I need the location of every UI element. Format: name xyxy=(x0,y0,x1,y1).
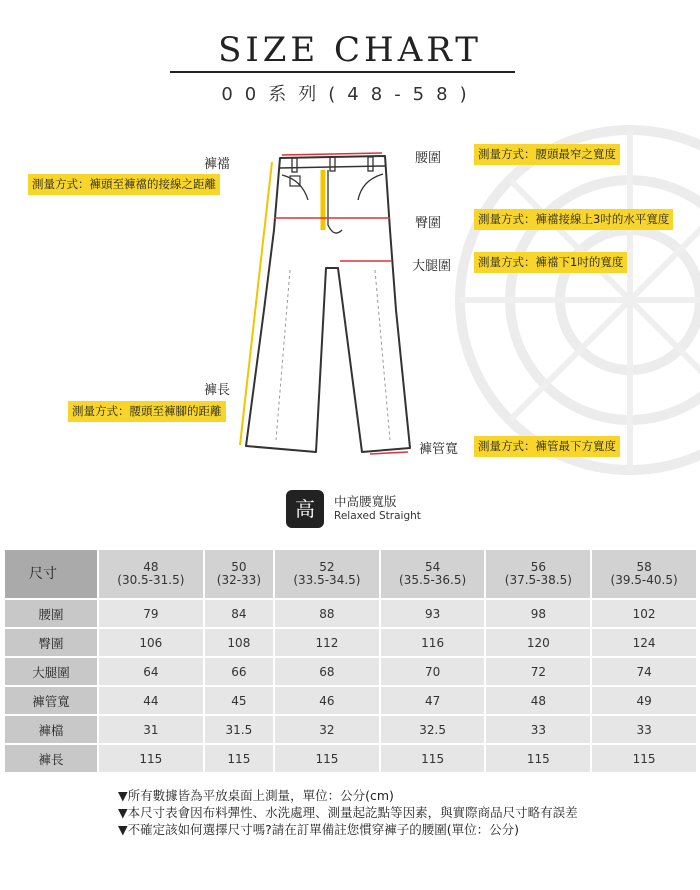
thigh-label: 大腿圍 xyxy=(412,259,452,274)
table-cell: 33 xyxy=(486,716,590,743)
table-row xyxy=(5,687,696,714)
table-cell: 124 xyxy=(592,629,696,656)
table-row xyxy=(5,600,696,627)
table-cell: 115 xyxy=(592,745,696,772)
row-label: 臀圍 xyxy=(5,629,97,656)
table-cell: 31.5 xyxy=(205,716,273,743)
size-range: (30.5-31.5) xyxy=(117,573,185,587)
size-number: 50 xyxy=(231,560,247,574)
table-cell: 70 xyxy=(381,658,485,685)
hem-method: 測量方式：褲管最下方寬度 xyxy=(474,436,620,457)
row-label: 大腿圍 xyxy=(5,658,97,685)
hip-label: 臀圍 xyxy=(415,216,442,231)
table-cell: 31 xyxy=(99,716,203,743)
size-column-header xyxy=(205,550,273,598)
table-cell: 47 xyxy=(381,687,485,714)
series-subtitle: 00系列(48-58) xyxy=(221,84,479,105)
table-row xyxy=(5,629,696,656)
hip-method: 測量方式：褲襠接線上3吋的水平寬度 xyxy=(474,209,673,230)
waist-marker xyxy=(282,153,382,155)
hem-marker xyxy=(370,452,408,454)
table-cell: 33 xyxy=(592,716,696,743)
table-cell: 45 xyxy=(205,687,273,714)
table-row xyxy=(5,658,696,685)
fit-name-en: Relaxed Straight xyxy=(334,510,421,522)
table-cell: 74 xyxy=(592,658,696,685)
waist-label: 腰圍 xyxy=(415,151,442,166)
waist-method: 測量方式：腰頭最窄之寬度 xyxy=(474,144,620,165)
table-cell: 68 xyxy=(275,658,379,685)
table-cell: 112 xyxy=(275,629,379,656)
size-column-header xyxy=(99,550,203,598)
title-divider xyxy=(170,71,515,73)
table-cell: 48 xyxy=(486,687,590,714)
table-cell: 49 xyxy=(592,687,696,714)
table-cell: 84 xyxy=(205,600,273,627)
pants-diagram xyxy=(230,140,470,465)
table-cell: 115 xyxy=(381,745,485,772)
note-measurement: ▼所有數據皆為平放桌面上測量，單位：公分(cm) xyxy=(118,788,394,803)
table-cell: 115 xyxy=(99,745,203,772)
size-range: (35.5-36.5) xyxy=(399,573,467,587)
size-column-header xyxy=(486,550,590,598)
table-cell: 108 xyxy=(205,629,273,656)
size-number: 58 xyxy=(636,560,652,574)
size-column-header xyxy=(275,550,379,598)
table-cell: 79 xyxy=(99,600,203,627)
table-cell: 66 xyxy=(205,658,273,685)
table-cell: 32 xyxy=(275,716,379,743)
table-cell: 88 xyxy=(275,600,379,627)
size-range: (33.5-34.5) xyxy=(293,573,361,587)
length-method: 測量方式：腰頭至褲腳的距離 xyxy=(68,401,226,422)
fit-badge: 高 xyxy=(286,490,324,528)
table-cell: 64 xyxy=(99,658,203,685)
table-cell: 106 xyxy=(99,629,203,656)
table-cell: 102 xyxy=(592,600,696,627)
table-cell: 93 xyxy=(381,600,485,627)
length-label: 褲長 xyxy=(204,383,231,398)
size-corner-header: 尺寸 xyxy=(5,550,97,598)
table-cell: 116 xyxy=(381,629,485,656)
size-column-header xyxy=(381,550,485,598)
page-title: SIZE CHART xyxy=(218,30,482,70)
table-cell: 115 xyxy=(205,745,273,772)
table-cell: 44 xyxy=(99,687,203,714)
size-table xyxy=(3,548,698,774)
size-number: 52 xyxy=(319,560,335,574)
table-cell: 46 xyxy=(275,687,379,714)
table-cell: 120 xyxy=(486,629,590,656)
crotch-method: 測量方式：褲頭至褲襠的接線之距離 xyxy=(28,174,220,195)
table-cell: 72 xyxy=(486,658,590,685)
row-label: 腰圍 xyxy=(5,600,97,627)
table-cell: 98 xyxy=(486,600,590,627)
row-label: 褲長 xyxy=(5,745,97,772)
size-range: (32-33) xyxy=(216,573,261,587)
table-header-row xyxy=(5,550,696,598)
table-cell: 115 xyxy=(275,745,379,772)
table-cell: 115 xyxy=(486,745,590,772)
size-number: 48 xyxy=(143,560,159,574)
fit-name-cn: 中高腰寬版 xyxy=(334,494,397,509)
note-size-help: ▼不確定該如何選擇尺寸嗎?請在訂單備註您慣穿褲子的腰圍(單位：公分) xyxy=(118,822,520,837)
row-label: 褲檔 xyxy=(5,716,97,743)
size-column-header xyxy=(592,550,696,598)
table-cell: 32.5 xyxy=(381,716,485,743)
table-row xyxy=(5,716,696,743)
size-range: (39.5-40.5) xyxy=(610,573,678,587)
thigh-method: 測量方式：褲襠下1吋的寬度 xyxy=(474,252,627,273)
note-variance: ▼本尺寸表會因布料彈性、水洗處理、測量起訖點等因素，與實際商品尺寸略有誤差 xyxy=(118,805,578,820)
size-range: (37.5-38.5) xyxy=(504,573,572,587)
hem-label: 褲管寬 xyxy=(419,442,459,457)
table-row xyxy=(5,745,696,772)
size-number: 54 xyxy=(424,560,441,574)
row-label: 褲管寬 xyxy=(5,687,97,714)
crotch-label: 褲襠 xyxy=(204,157,231,172)
size-number: 56 xyxy=(530,560,546,574)
